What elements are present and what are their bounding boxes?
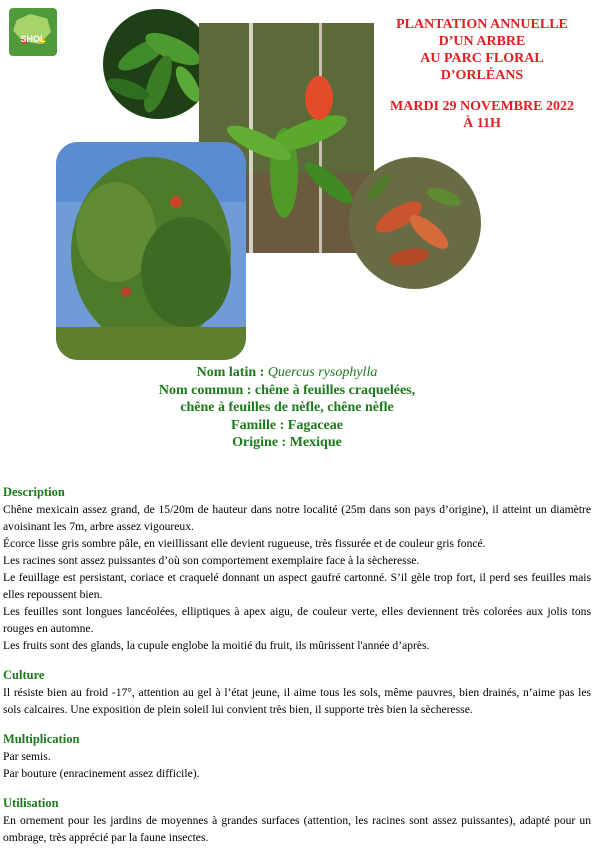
shol-logo [9, 8, 57, 56]
section-description [3, 484, 591, 654]
latin-name: Quercus rysophylla [267, 365, 378, 380]
section-title: Description [3, 485, 65, 499]
paragraph: Les feuilles sont longues lancéolées, elliptiques à apex aigu, de couleur verte, elles deviennent très colorées aux jolis tons rouges en automne. [3, 605, 591, 635]
common-name: chêne à feuilles craquelées, [254, 382, 416, 398]
event-time: À 11H [463, 116, 501, 131]
photo-autumn-leaves-circle [349, 157, 481, 289]
latin-name-label: Nom latin : [196, 365, 265, 380]
origin-label: Origine : [232, 435, 287, 450]
family-row [100, 417, 474, 435]
family-label: Famille : [231, 417, 285, 433]
latin-name-row [100, 364, 474, 382]
content [3, 484, 591, 846]
paragraph: Chêne mexicain assez grand, de 15/20m de hauteur dans notre localité (25m dans son pays d’origine), il atteint un diamètre avoisinant les 7m, arbre assez vigoureux. [3, 503, 591, 533]
section-title: Culture [3, 668, 45, 682]
common-name-row [100, 382, 474, 400]
logo-text: SHOL [20, 34, 46, 44]
event-date: MARDI 29 NOVEMBRE 2022 [390, 99, 574, 114]
paragraph: Les fruits sont des glands, la cupule englobe la moitié du fruit, ils mûrissent l'année d’après. [3, 639, 430, 652]
paragraph: Le feuillage est persistant, coriace et craquelé donnant un aspect gaufré cartonné. S’il gèle trop fort, il perd ses feuilles mais elles repoussent bien. [3, 571, 591, 601]
section-title: Utilisation [3, 796, 59, 810]
photo-tree [56, 142, 246, 360]
paragraph: Il résiste bien au froid -17°, attention au gel à l’état jeune, il aime tous les sols, même pauvres, bien drainés, n’aime pas les sols calcaires. Une exposition de plein soleil lui convient très bien, il supporte très bien la sècheresse. [3, 686, 591, 716]
heading-line: D’UN ARBRE [438, 34, 526, 49]
paragraph: Par semis. [3, 750, 51, 763]
heading-line: PLANTATION ANNUELLE [396, 17, 568, 32]
common-name-cont: chêne à feuilles de nèfle, chêne nèfle [180, 400, 394, 415]
heading-line: AU PARC FLORAL [420, 51, 544, 66]
section-utilisation [3, 795, 591, 846]
common-name-label: Nom commun : [158, 382, 252, 398]
paragraph: Les racines sont assez puissantes d’où son comportement exemplaire face à la sècheresse. [3, 554, 420, 567]
origin-row [100, 434, 474, 452]
family-value: Fagaceae [287, 417, 343, 433]
event-heading [376, 16, 588, 132]
paragraph: Par bouture (enracinement assez difficile). [3, 767, 200, 780]
tree-identity [100, 364, 474, 452]
origin-value: Mexique [289, 435, 342, 450]
paragraph: En ornement pour les jardins de moyennes à grandes surfaces (attention, les racines sont assez puissantes), adapté pour un ombrage, très apprécié par la faune insectes. [3, 814, 591, 844]
heading-line: D’ORLÉANS [440, 68, 524, 83]
photo-leaves-circle [103, 9, 213, 119]
paragraph: Écorce lisse gris sombre pâle, en vieillissant elle devient rugueuse, très fissurée et de couleur gris foncé. [3, 537, 486, 550]
section-culture [3, 667, 591, 718]
section-title: Multiplication [3, 732, 80, 746]
section-multiplication [3, 731, 591, 782]
